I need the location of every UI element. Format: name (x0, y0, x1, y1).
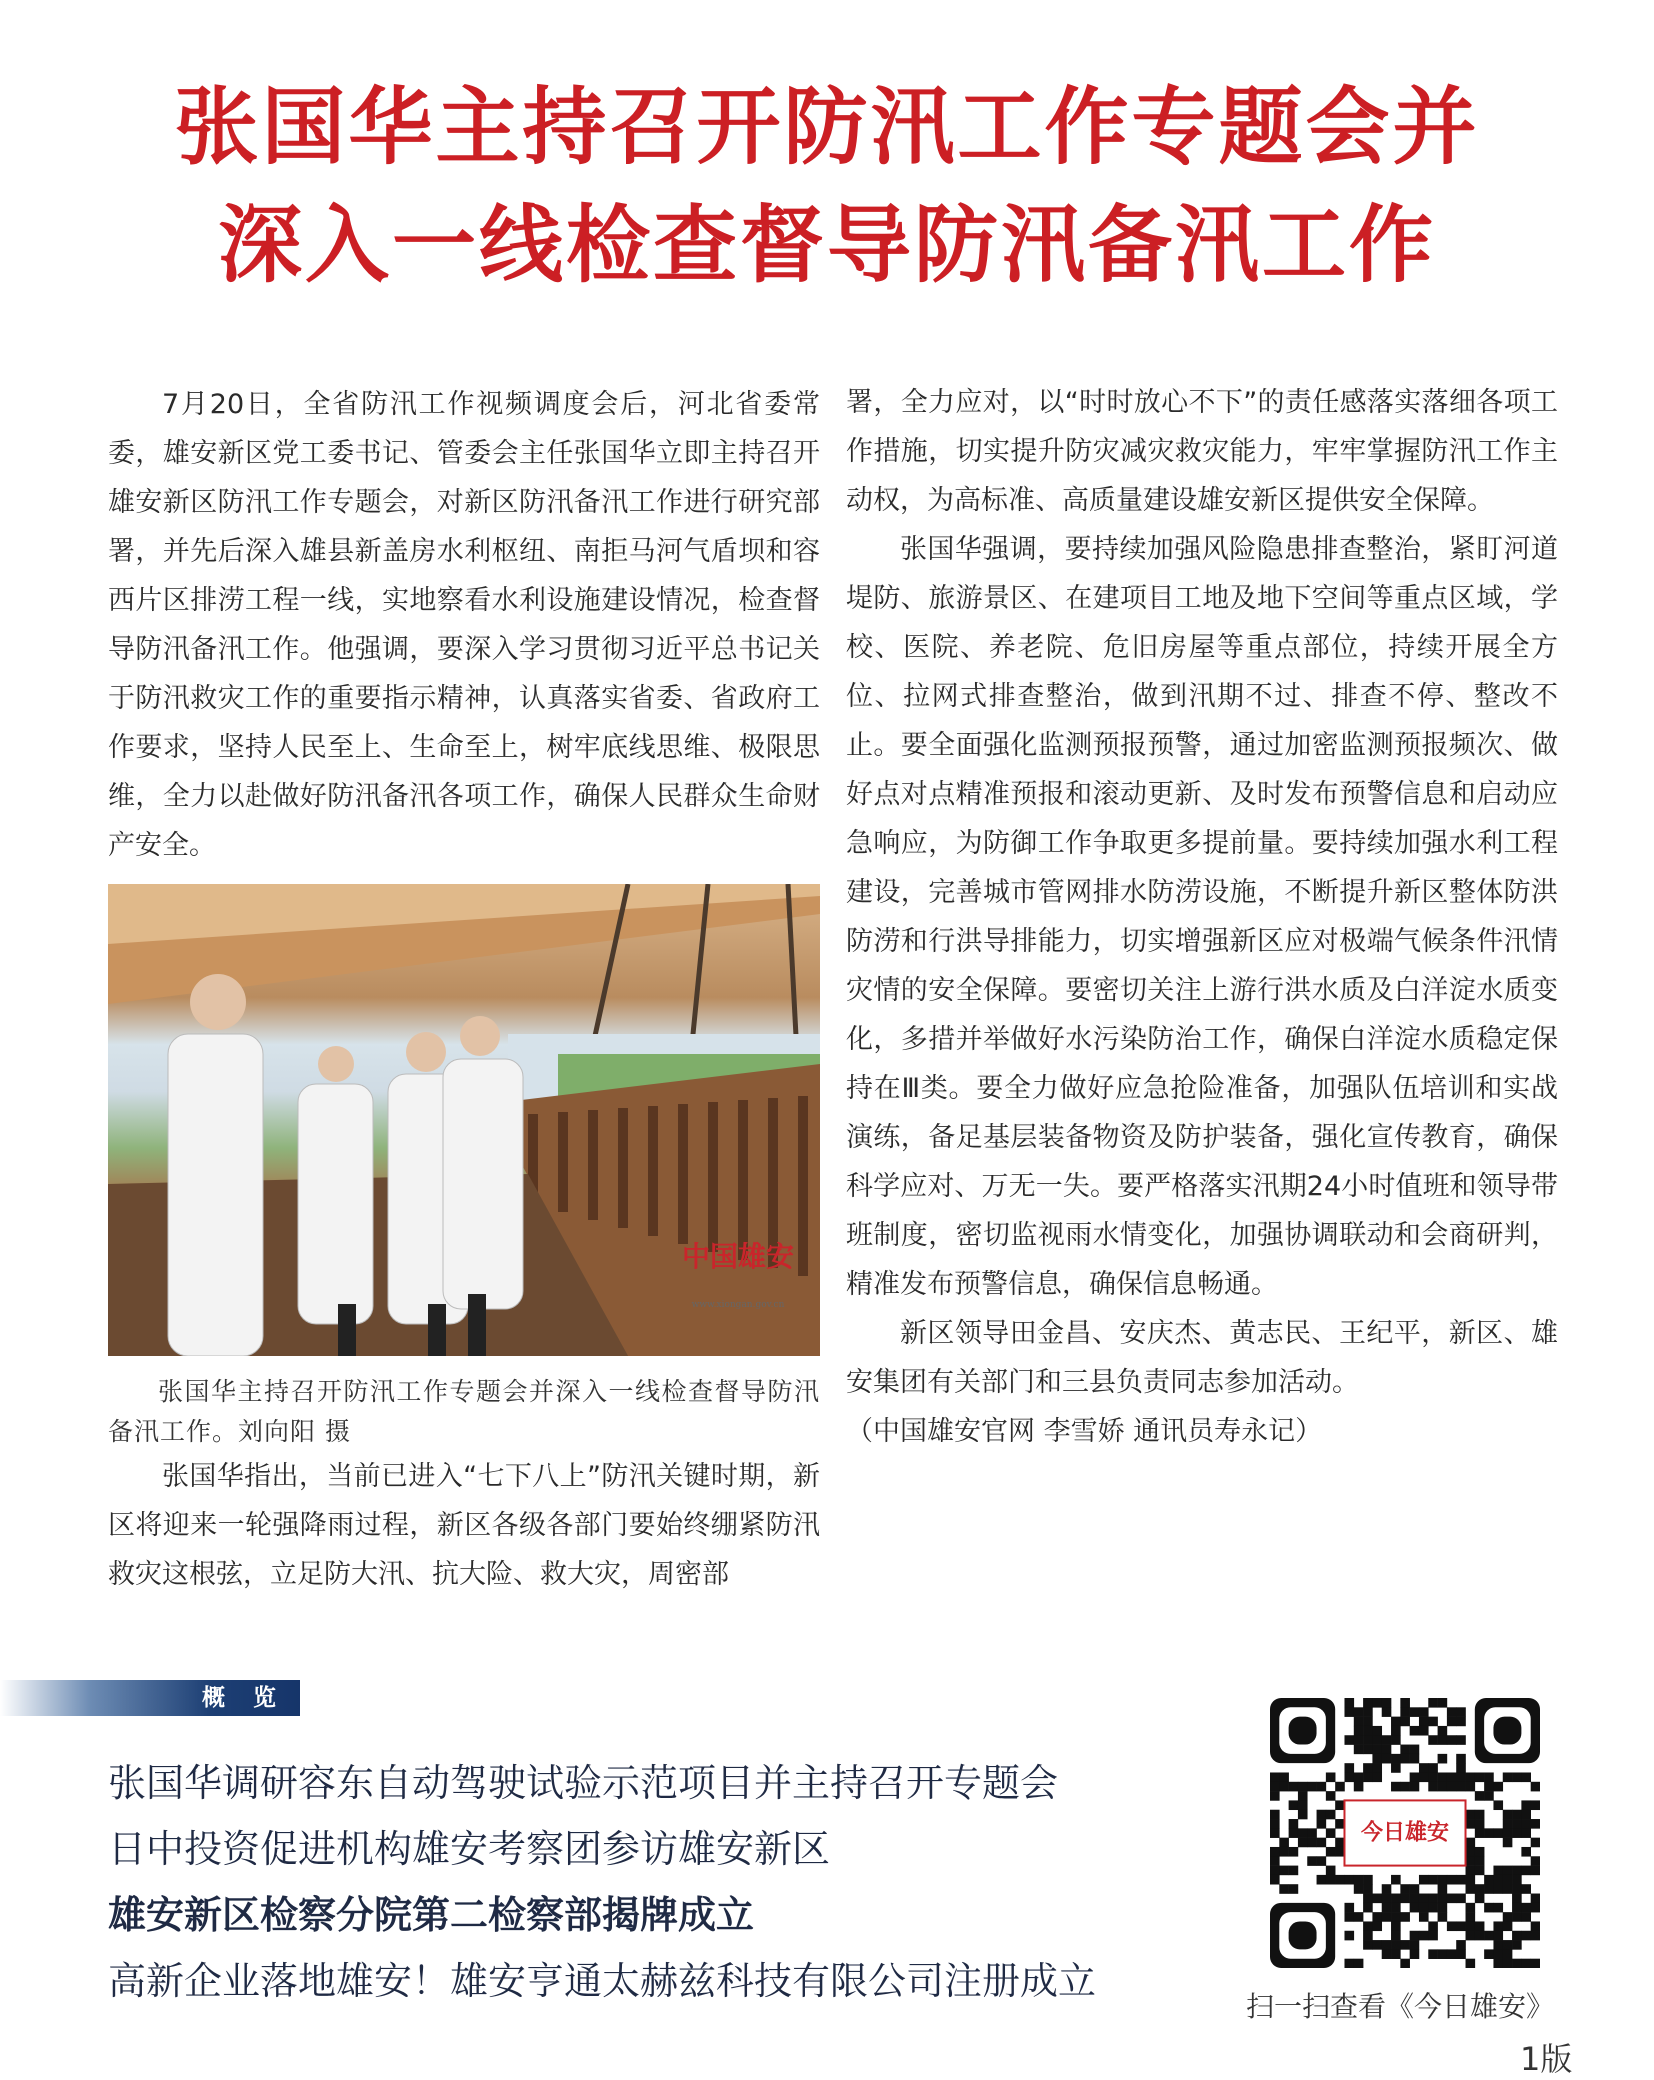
article-left-column (108, 380, 820, 1599)
overview-item[interactable]: 雄安新区检察分院第二检察部揭牌成立 (108, 1893, 755, 1937)
news-photo (108, 884, 820, 1356)
page-number: 1版 (1520, 2040, 1573, 2078)
overview-item[interactable]: 张国华调研容东自动驾驶试验示范项目并主持召开专题会 (108, 1761, 1059, 1805)
article-byline: （中国雄安官网 李雪娇 通讯员寿永记） (846, 1416, 1323, 1447)
photo-watermark: 中国雄安 www.xiongan.gov.cn (681, 1240, 794, 1310)
article-paragraph: 张国华强调，要持续加强风险隐患排查整治，紧盯河道堤防、旅游景区、在建项目工地及地下空间等重点区域，学校、医院、养老院、危旧房屋等重点部位，持续开展全方位、拉网式排查整治，做到汛期不过、排查不停、整改不止。要全面强化监测预报预警，通过加密监测预报频次、做好点对点精准预报和滚动更新、及时发布预警信息和启动应急响应，为防御工作争取更多提前量。要持续加强水利工程建设，完善城市管网排水防涝设施，不断提升新区整体防洪防涝和行洪导排能力，切实增强新区应对极端气候条件汛情灾情的安全保障。要密切关注上游行洪水质及白洋淀水质变化，多措并举做好水污染防治工作，确保白洋淀水质稳定保持在Ⅲ类。要全力做好应急抢险准备，加强队伍培训和实战演练，备足基层装备物资及防护装备，强化宣传教育，确保科学应对、万无一失。要严格落实汛期24小时值班和领导带班制度，密切监视雨水情变化，加强协调联动和会商研判，精准发布预警信息，确保信息畅通。 (846, 534, 1558, 1300)
qr-code-pattern (1270, 1698, 1540, 1968)
overview-item[interactable]: 日中投资促进机构雄安考察团参访雄安新区 (108, 1827, 831, 1871)
headline (0, 68, 1654, 304)
qr-center-label: 今日雄安 (1360, 1819, 1450, 1846)
headline-line-2: 深入一线检查督导防汛备汛工作 (217, 195, 1436, 294)
qr-caption: 扫一扫查看《今日雄安》 (1246, 1990, 1555, 2023)
article-right-column (846, 378, 1558, 1456)
overview-list (108, 1750, 1096, 2014)
overview-item[interactable]: 高新企业落地雄安！雄安亨通太赫兹科技有限公司注册成立 (108, 1959, 1097, 2003)
article-paragraph-continued: 署，全力应对，以“时时放心不下”的责任感落实落细各项工作措施，切实提升防灾减灾救灾能力，牢牢掌握防汛工作主动权，为高标准、高质量建设雄安新区提供安全保障。 (846, 387, 1558, 516)
qr-code[interactable] (1270, 1698, 1540, 1968)
headline-line-1: 张国华主持召开防汛工作专题会并 (174, 77, 1480, 176)
article-paragraph: 7月20日，全省防汛工作视频调度会后，河北省委常委，雄安新区党工委书记、管委会主任张国华立即主持召开雄安新区防汛工作专题会，对新区防汛备汛工作进行研究部署，并先后深入雄县新盖房水利枢纽、南拒马河气盾坝和容西片区排涝工程一线，实地察看水利设施建设情况，检查督导防汛备汛工作。他强调，要深入学习贯彻习近平总书记关于防汛救灾工作的重要指示精神，认真落实省委、省政府工作要求，坚持人民至上、生命至上，树牢底线思维、极限思维，全力以赴做好防汛备汛各项工作，确保人民群众生命财产安全。 (108, 389, 820, 861)
photo-caption: 张国华主持召开防汛工作专题会并深入一线检查督导防汛备汛工作。刘向阳 摄 (108, 1377, 820, 1446)
article-paragraph: 张国华指出，当前已进入“七下八上”防汛关键时期，新区将迎来一轮强降雨过程，新区各级各部门要始终绷紧防汛救灾这根弦，立足防大汛、抗大险、救大灾，周密部 (108, 1461, 820, 1590)
article-paragraph: 新区领导田金昌、安庆杰、黄志民、王纪平，新区、雄安集团有关部门和三县负责同志参加活动。 (846, 1318, 1558, 1398)
overview-section-label: 概 览 (202, 1685, 287, 1711)
